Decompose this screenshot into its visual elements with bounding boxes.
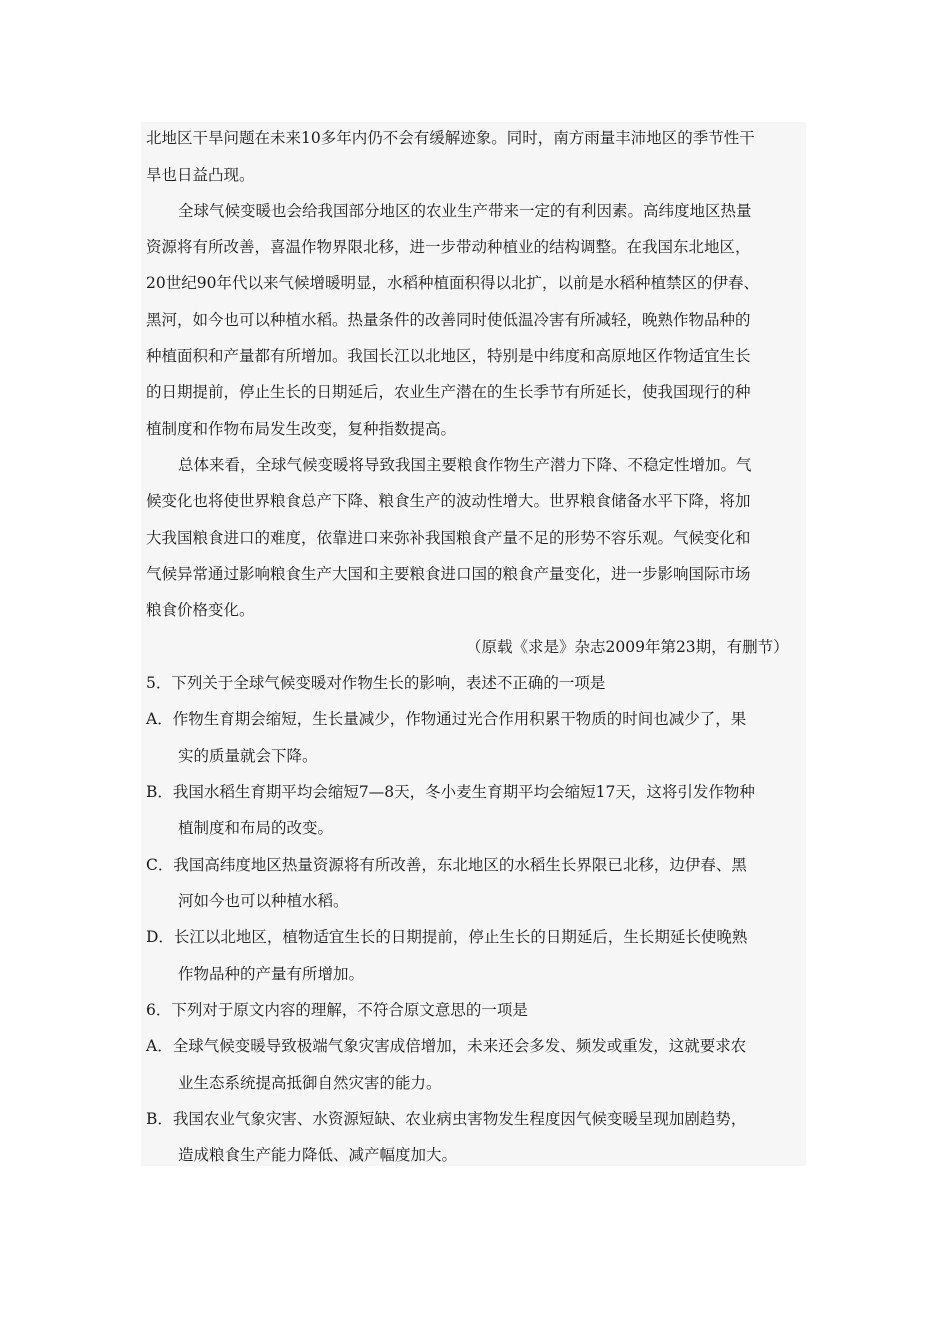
passage-line: 植制度和作物布局发生改变，复种指数提高。 <box>146 420 457 438</box>
passage-line: 黑河，如今也可以种植水稻。热量条件的改善同时使低温冷害有所减轻，晚熟作物品种的 <box>146 311 751 329</box>
question-6-stem: 6．下列对于原文内容的理解，不符合原文意思的一项是 <box>146 1001 528 1019</box>
question-6-option-b-cont: 造成粮食生产能力降低、减产幅度加大。 <box>178 1146 458 1164</box>
question-5-option-c-cont: 河如今也可以种植水稻。 <box>178 892 349 910</box>
question-6-option-a-cont: 业生态系统提高抵御自然灾害的能力。 <box>178 1074 442 1092</box>
question-5-option-a-cont: 实的质量就会下降。 <box>178 747 318 765</box>
passage-line: 气候异常通过影响粮食生产大国和主要粮食进口国的粮食产量变化，进一步影响国际市场 <box>146 565 751 583</box>
question-6-option-a: A．全球气候变暖导致极端气象灾害成倍增加，未来还会多发、频发或重发，这就要求农 <box>146 1037 747 1055</box>
question-5-option-d: D．长江以北地区，植物适宜生长的日期提前，停止生长的日期延后，生长期延长使晚熟 <box>146 928 748 946</box>
passage-line: 北地区干旱问题在未来10多年内仍不会有缓解迹象。同时，南方雨量丰沛地区的季节性干 <box>146 129 755 147</box>
passage-line: 旱也日益凸现。 <box>146 166 255 184</box>
passage-line: 20世纪90年代以来气候增暖明显，水稻种植面积得以北扩，以前是水稻种植禁区的伊春、 <box>146 274 759 292</box>
passage-line: 候变化也将使世界粮食总产下降、粮食生产的波动性增大。世界粮食储备水平下降，将加 <box>146 492 751 510</box>
question-6-option-b: B．我国农业气象灾害、水资源短缺、农业病虫害物发生程度因气候变暖呈现加剧趋势， <box>146 1110 747 1128</box>
question-5-option-b-cont: 植制度和布局的改变。 <box>178 819 334 837</box>
passage-line: 种植面积和产量都有所增加。我国长江以北地区，特别是中纬度和高原地区作物适宜生长 <box>146 347 751 365</box>
passage-source: （原载《求是》杂志2009年第23期，有删节） <box>466 638 789 656</box>
passage-line: 的日期提前，停止生长的日期延后，农业生产潜在的生长季节有所延长，使我国现行的种 <box>146 383 751 401</box>
question-5-option-c: C．我国高纬度地区热量资源将有所改善，东北地区的水稻生长界限已北移，边伊春、黑 <box>146 856 747 874</box>
passage-line: 资源将有所改善，喜温作物界限北移，进一步带动种植业的结构调整。在我国东北地区， <box>146 238 751 256</box>
question-5-stem: 5．下列关于全球气候变暖对作物生长的影响，表述不正确的一项是 <box>146 674 606 692</box>
question-5-option-b: B．我国水稻生育期平均会缩短7—8天，冬小麦生育期平均会缩短17天，这将引发作物种 <box>146 783 755 801</box>
question-5-option-a: A．作物生育期会缩短，生长量减少，作物通过光合作用积累干物质的时间也减少了，果 <box>146 710 747 728</box>
passage-paragraph-start: 全球气候变暖也会给我国部分地区的农业生产带来一定的有利因素。高纬度地区热量 <box>178 202 752 220</box>
passage-line: 大我国粮食进口的难度，依靠进口来弥补我国粮食产量不足的形势不容乐观。气候变化和 <box>146 529 751 547</box>
passage-paragraph-start: 总体来看，全球气候变暖将导致我国主要粮食作物生产潜力下降、不稳定性增加。气 <box>178 456 752 474</box>
question-5-option-d-cont: 作物品种的产量有所增加。 <box>178 965 365 983</box>
passage-line: 粮食价格变化。 <box>146 601 255 619</box>
